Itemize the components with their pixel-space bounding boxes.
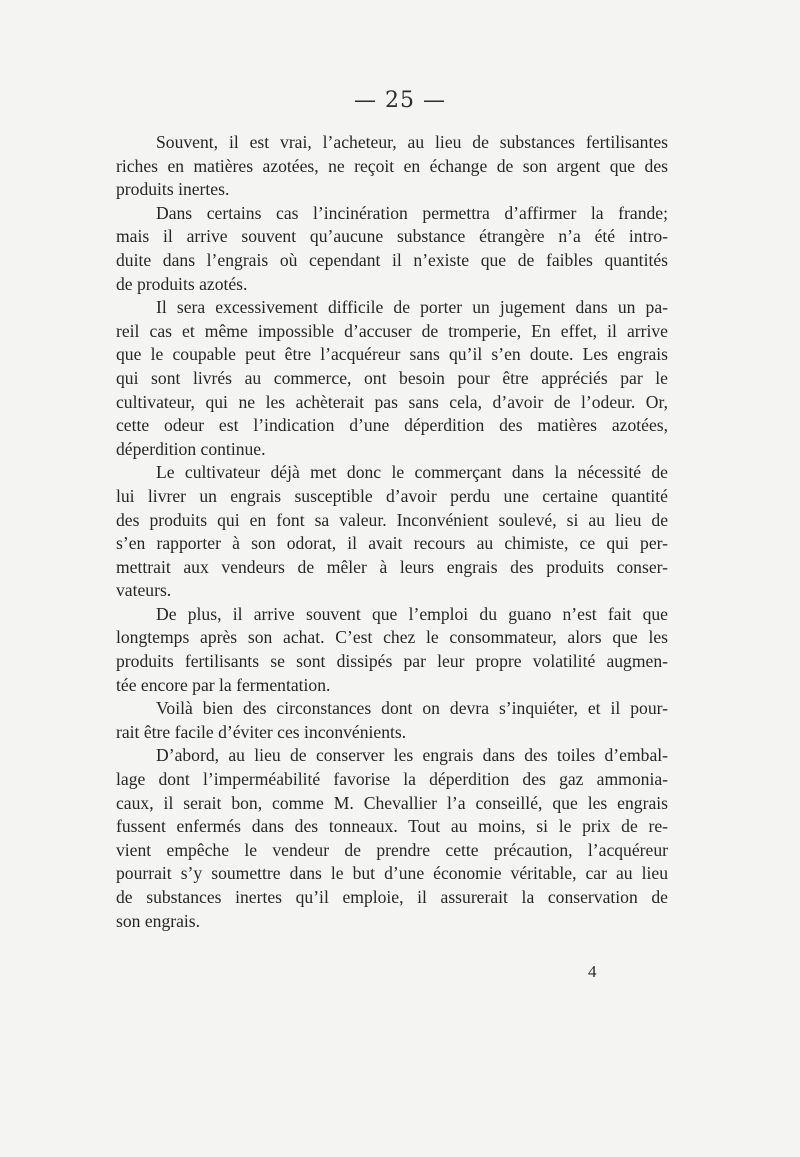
text-line: vateurs. [116,580,172,601]
paragraph-3 [116,296,668,461]
text-line: lui livrer un engrais susceptible d’avoir perdu une certaine quantité [116,485,668,506]
signature-mark: 4 [588,962,597,981]
page-number: — 25 — [354,88,446,113]
paragraph-7 [116,744,668,933]
text-line: De plus, il arrive souvent que l’emploi du guano n’est fait que [156,603,668,624]
text-line: mais il arrive souvent qu’aucune substance étrangère n’a été intro- [116,226,668,247]
text-line: longtemps après son achat. C’est chez le consommateur, alors que les [116,627,668,648]
text-line: Il sera excessivement difficile de porter un jugement dans un pa- [156,297,668,318]
text-line: tée encore par la fermentation. [116,674,331,695]
text-line: caux, il serait bon, comme M. Chevallier l’a conseillé, que les engrais [116,792,668,813]
text-line: son engrais. [116,910,201,931]
text-line: rait être facile d’éviter ces inconvénients. [116,721,407,742]
text-line: duite dans l’engrais où cependant il n’existe que de faibles quantités [116,249,668,270]
text-line: cultivateur, qui ne les achèterait pas sans cela, d’avoir de l’odeur. Or, [116,391,668,412]
paragraph-1 [116,131,668,202]
text-line: que le coupable peut être l’acquéreur sans qu’il s’en doute. Les engrais [116,344,668,365]
text-line: de substances inertes qu’il emploie, il assurerait la conservation de [116,887,668,907]
text-line: s’en rapporter à son odorat, il avait recours au chimiste, ce qui per- [116,533,668,554]
text-line: Voilà bien des circonstances dont on devra s’inquiéter, et il pour- [156,698,668,719]
text-line: reil cas et même impossible d’accuser de tromperie, En effet, il arrive [116,320,668,341]
text-line: lage dont l’imperméabilité favorise la déperdition des gaz ammonia- [116,769,668,790]
body-text [116,131,668,933]
text-line: des produits qui en font sa valeur. Inconvénient soulevé, si au lieu de [116,509,668,530]
text-line: déperdition continue. [116,438,266,459]
text-line: produits inertes. [116,179,230,200]
paragraph-5 [116,603,668,697]
paragraph-4 [116,461,668,603]
text-line: D’abord, au lieu de conserver les engrais dans des toiles d’embal- [156,745,668,766]
text-line: vient empêche le vendeur de prendre cette précaution, l’acquéreur [116,839,668,860]
text-line: de produits azotés. [116,273,248,294]
text-line: Souvent, il est vrai, l’acheteur, au lieu de substances fertilisantes [156,132,668,152]
text-line: Dans certains cas l’incinération permettra d’affirmer la frande; [156,202,668,223]
text-line: riches en matières azotées, ne reçoit en échange de son argent que des [116,155,668,176]
text-line: Le cultivateur déjà met donc le commerçant dans la nécessité de [156,462,668,483]
paragraph-2 [116,202,668,296]
text-line: produits fertilisants se sont dissipés par leur propre volatilité augmen- [116,651,668,672]
paragraph-6 [116,697,668,744]
text-line: cette odeur est l’indication d’une déperdition des matières azotées, [116,415,668,436]
text-line: pourrait s’y soumettre dans le but d’une économie véritable, car au lieu [116,863,668,884]
text-line: qui sont livrés au commerce, ont besoin pour être appréciés par le [116,367,668,388]
text-line: fussent enfermés dans des tonneaux. Tout au moins, si le prix de re- [116,816,668,837]
text-line: mettrait aux vendeurs de mêler à leurs engrais des produits conser- [116,556,668,577]
